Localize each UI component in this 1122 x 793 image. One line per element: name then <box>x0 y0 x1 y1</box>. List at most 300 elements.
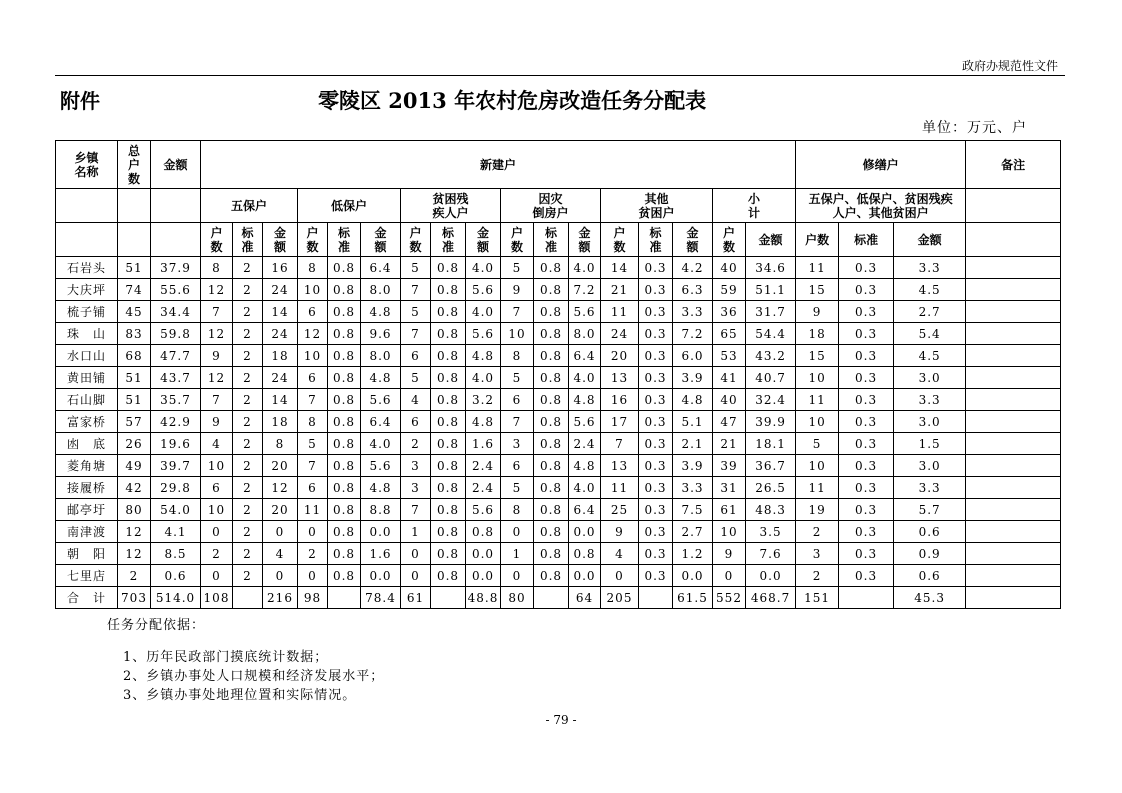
table-row <box>56 499 1061 521</box>
cell-wubao-households: 4 <box>201 433 233 455</box>
cell-disaster-households: 0 <box>501 565 534 587</box>
cell-total-households: 45 <box>118 301 151 323</box>
remarks-cell <box>966 411 1061 433</box>
cell-disabled-standard: 0.8 <box>431 257 466 279</box>
cell-disabled-standard: 0.8 <box>431 433 466 455</box>
remarks-cell <box>966 279 1061 301</box>
cell-wubao-standard: 2 <box>233 367 263 389</box>
cell-other-standard: 0.3 <box>639 323 673 345</box>
cell-repair-households: 10 <box>796 455 839 477</box>
remarks-cell <box>966 499 1061 521</box>
cell-other-standard: 0.3 <box>639 389 673 411</box>
cell-total-households: 74 <box>118 279 151 301</box>
cell-disabled-amount: 4.0 <box>466 257 501 279</box>
cell-other-standard: 0.3 <box>639 345 673 367</box>
cell-dibao-amount: 8.0 <box>361 345 401 367</box>
cell-subtotal-households: 61 <box>713 499 746 521</box>
cell-wubao-amount: 16 <box>263 257 298 279</box>
cell-dibao-households: 6 <box>298 477 328 499</box>
cell-total-households: 12 <box>118 521 151 543</box>
cell-subtotal-households: 47 <box>713 411 746 433</box>
township-name-cell: 大庆坪 <box>56 279 118 301</box>
cell-total-households: 83 <box>118 323 151 345</box>
cell-wubao-amount: 216 <box>263 587 298 609</box>
cell-wubao-households: 9 <box>201 345 233 367</box>
cell-dibao-households: 0 <box>298 565 328 587</box>
cell-disaster-households: 1 <box>501 543 534 565</box>
document-category-header: 政府办规范性文件 <box>962 59 1059 73</box>
empty-header-cell <box>151 223 201 257</box>
table-row <box>56 411 1061 433</box>
cell-other-amount: 2.7 <box>673 521 713 543</box>
cell-repair-standard: 0.3 <box>839 345 894 367</box>
remarks-cell <box>966 367 1061 389</box>
cell-disaster-standard: 0.8 <box>534 257 569 279</box>
cell-other-standard: 0.3 <box>639 411 673 433</box>
township-name-cell: 南津渡 <box>56 521 118 543</box>
cell-repair-amount: 4.5 <box>894 279 966 301</box>
cell-disaster-standard: 0.8 <box>534 301 569 323</box>
cell-repair-standard: 0.3 <box>839 477 894 499</box>
cell-repair-households: 2 <box>796 565 839 587</box>
cell-disaster-amount: 5.6 <box>569 301 601 323</box>
cell-dibao-amount: 4.8 <box>361 367 401 389</box>
cell-total-households: 26 <box>118 433 151 455</box>
cell-other-households: 13 <box>601 455 639 477</box>
cell-other-households: 17 <box>601 411 639 433</box>
cell-disabled-households: 7 <box>401 499 431 521</box>
cell-total-amount: 4.1 <box>151 521 201 543</box>
cell-subtotal-amount: 34.6 <box>746 257 796 279</box>
cell-other-standard: 0.3 <box>639 477 673 499</box>
cell-repair-households: 10 <box>796 367 839 389</box>
cell-wubao-households: 6 <box>201 477 233 499</box>
cell-disabled-standard: 0.8 <box>431 345 466 367</box>
col-header-remarks: 备注 <box>966 141 1061 189</box>
cell-disabled-households: 5 <box>401 301 431 323</box>
cell-disaster-standard: 0.8 <box>534 389 569 411</box>
cell-dibao-standard: 0.8 <box>328 389 361 411</box>
cell-disaster-amount: 4.8 <box>569 389 601 411</box>
table-row <box>56 323 1061 345</box>
cell-wubao-standard: 2 <box>233 499 263 521</box>
cell-dibao-households: 6 <box>298 301 328 323</box>
cell-other-households: 13 <box>601 367 639 389</box>
col-header-total-amount: 金额 <box>151 141 201 189</box>
cell-wubao-amount: 0 <box>263 565 298 587</box>
cell-subtotal-amount: 48.3 <box>746 499 796 521</box>
cell-subtotal-households: 40 <box>713 389 746 411</box>
cell-disaster-households: 8 <box>501 345 534 367</box>
cell-disabled-amount: 2.4 <box>466 477 501 499</box>
cell-repair-households: 151 <box>796 587 839 609</box>
table-row <box>56 389 1061 411</box>
cell-other-amount: 3.3 <box>673 477 713 499</box>
cell-disaster-standard: 0.8 <box>534 543 569 565</box>
cell-dibao-standard: 0.8 <box>328 477 361 499</box>
remarks-cell <box>966 257 1061 279</box>
cell-wubao-amount: 18 <box>263 411 298 433</box>
col-header-total-households: 总 户 数 <box>118 141 151 189</box>
cell-wubao-standard: 2 <box>233 411 263 433</box>
cell-repair-amount: 45.3 <box>894 587 966 609</box>
empty-header-cell <box>118 189 151 223</box>
cell-total-amount: 47.7 <box>151 345 201 367</box>
cell-disabled-standard: 0.8 <box>431 565 466 587</box>
cell-disaster-standard: 0.8 <box>534 477 569 499</box>
cell-dibao-amount: 8.0 <box>361 279 401 301</box>
cell-subtotal-amount: 0.0 <box>746 565 796 587</box>
cell-other-amount: 6.3 <box>673 279 713 301</box>
cell-repair-households: 9 <box>796 301 839 323</box>
cell-dibao-standard: 0.8 <box>328 301 361 323</box>
township-name-cell: 水口山 <box>56 345 118 367</box>
cell-disaster-households: 0 <box>501 521 534 543</box>
cell-total-households: 703 <box>118 587 151 609</box>
cell-other-households: 25 <box>601 499 639 521</box>
cell-total-amount: 8.5 <box>151 543 201 565</box>
cell-wubao-households: 12 <box>201 279 233 301</box>
cell-other-standard: 0.3 <box>639 455 673 477</box>
sub-header-amount: 金 额 <box>263 223 298 257</box>
cell-disaster-amount: 0.8 <box>569 543 601 565</box>
cell-disabled-amount: 0.0 <box>466 543 501 565</box>
cell-disabled-amount: 5.6 <box>466 279 501 301</box>
cell-subtotal-amount: 468.7 <box>746 587 796 609</box>
cell-wubao-amount: 24 <box>263 323 298 345</box>
cell-subtotal-households: 10 <box>713 521 746 543</box>
cell-total-amount: 29.8 <box>151 477 201 499</box>
cell-other-standard: 0.3 <box>639 279 673 301</box>
cell-repair-amount: 5.4 <box>894 323 966 345</box>
cell-disaster-standard: 0.8 <box>534 367 569 389</box>
group-header-subtotal: 小 计 <box>713 189 796 223</box>
cell-disabled-households: 2 <box>401 433 431 455</box>
cell-subtotal-amount: 43.2 <box>746 345 796 367</box>
cell-dibao-amount: 5.6 <box>361 389 401 411</box>
cell-other-standard <box>639 587 673 609</box>
cell-disabled-standard: 0.8 <box>431 477 466 499</box>
cell-repair-amount: 5.7 <box>894 499 966 521</box>
cell-repair-standard: 0.3 <box>839 323 894 345</box>
cell-dibao-standard <box>328 587 361 609</box>
cell-other-households: 21 <box>601 279 639 301</box>
cell-wubao-amount: 14 <box>263 301 298 323</box>
cell-other-standard: 0.3 <box>639 565 673 587</box>
cell-repair-amount: 0.6 <box>894 565 966 587</box>
cell-total-households: 51 <box>118 257 151 279</box>
township-name-cell: 石山脚 <box>56 389 118 411</box>
cell-repair-amount: 0.6 <box>894 521 966 543</box>
cell-wubao-standard: 2 <box>233 323 263 345</box>
cell-wubao-amount: 18 <box>263 345 298 367</box>
allocation-table <box>55 140 1061 609</box>
cell-disaster-amount: 2.4 <box>569 433 601 455</box>
sub-header-amount: 金 额 <box>466 223 501 257</box>
cell-repair-standard: 0.3 <box>839 521 894 543</box>
cell-repair-households: 18 <box>796 323 839 345</box>
empty-header-cell <box>56 189 118 223</box>
cell-subtotal-households: 0 <box>713 565 746 587</box>
cell-disaster-households: 6 <box>501 455 534 477</box>
group-header-wubao: 五保户 <box>201 189 298 223</box>
cell-total-amount: 42.9 <box>151 411 201 433</box>
cell-repair-standard: 0.3 <box>839 279 894 301</box>
cell-wubao-standard: 2 <box>233 455 263 477</box>
header-row-1 <box>56 141 1061 189</box>
cell-other-households: 16 <box>601 389 639 411</box>
cell-repair-households: 2 <box>796 521 839 543</box>
cell-disaster-amount: 0.0 <box>569 521 601 543</box>
cell-wubao-households: 7 <box>201 389 233 411</box>
cell-repair-households: 19 <box>796 499 839 521</box>
cell-wubao-households: 7 <box>201 301 233 323</box>
cell-disabled-standard: 0.8 <box>431 543 466 565</box>
cell-disabled-households: 3 <box>401 477 431 499</box>
page-number: - 79 - <box>545 713 577 727</box>
cell-total-amount: 55.6 <box>151 279 201 301</box>
cell-disabled-amount: 48.8 <box>466 587 501 609</box>
cell-disaster-standard: 0.8 <box>534 521 569 543</box>
township-name-cell: 黄田铺 <box>56 367 118 389</box>
remarks-cell <box>966 565 1061 587</box>
cell-dibao-standard: 0.8 <box>328 455 361 477</box>
cell-other-amount: 2.1 <box>673 433 713 455</box>
table-row <box>56 301 1061 323</box>
cell-repair-amount: 3.3 <box>894 389 966 411</box>
cell-disaster-households: 5 <box>501 257 534 279</box>
cell-dibao-standard: 0.8 <box>328 411 361 433</box>
cell-disabled-standard: 0.8 <box>431 389 466 411</box>
cell-disaster-households: 6 <box>501 389 534 411</box>
sub-header-households: 户 数 <box>713 223 746 257</box>
cell-disaster-amount: 4.0 <box>569 477 601 499</box>
cell-wubao-amount: 24 <box>263 367 298 389</box>
remarks-cell <box>966 543 1061 565</box>
cell-subtotal-households: 36 <box>713 301 746 323</box>
cell-disabled-amount: 4.8 <box>466 411 501 433</box>
township-name-cell: 凼 底 <box>56 433 118 455</box>
cell-dibao-households: 10 <box>298 279 328 301</box>
cell-wubao-amount: 8 <box>263 433 298 455</box>
cell-total-amount: 19.6 <box>151 433 201 455</box>
cell-disabled-standard: 0.8 <box>431 301 466 323</box>
cell-wubao-standard: 2 <box>233 565 263 587</box>
cell-wubao-amount: 4 <box>263 543 298 565</box>
cell-dibao-households: 98 <box>298 587 328 609</box>
total-row <box>56 587 1061 609</box>
cell-disaster-amount: 6.4 <box>569 345 601 367</box>
cell-wubao-households: 2 <box>201 543 233 565</box>
empty-header-cell <box>56 223 118 257</box>
cell-dibao-households: 2 <box>298 543 328 565</box>
cell-repair-amount: 2.7 <box>894 301 966 323</box>
cell-subtotal-households: 9 <box>713 543 746 565</box>
sub-header-amount: 金额 <box>894 223 966 257</box>
table-row <box>56 367 1061 389</box>
cell-repair-standard: 0.3 <box>839 433 894 455</box>
cell-repair-standard: 0.3 <box>839 257 894 279</box>
sub-header-households: 户数 <box>796 223 839 257</box>
cell-other-households: 205 <box>601 587 639 609</box>
cell-wubao-standard: 2 <box>233 389 263 411</box>
empty-header-cell <box>151 189 201 223</box>
cell-dibao-standard: 0.8 <box>328 279 361 301</box>
cell-disaster-amount: 5.6 <box>569 411 601 433</box>
cell-other-amount: 1.2 <box>673 543 713 565</box>
cell-disabled-households: 3 <box>401 455 431 477</box>
cell-total-amount: 43.7 <box>151 367 201 389</box>
note-item: 3、乡镇办事处地理位置和实际情况。 <box>123 688 357 703</box>
cell-dibao-amount: 1.6 <box>361 543 401 565</box>
cell-subtotal-amount: 3.5 <box>746 521 796 543</box>
sub-header-households: 户 数 <box>601 223 639 257</box>
cell-repair-amount: 1.5 <box>894 433 966 455</box>
cell-disabled-standard: 0.8 <box>431 499 466 521</box>
township-name-cell: 石岩头 <box>56 257 118 279</box>
group-header-repair: 五保户、低保户、贫困残疾 人户、其他贫困户 <box>796 189 966 223</box>
cell-repair-households: 15 <box>796 345 839 367</box>
cell-disaster-amount: 4.8 <box>569 455 601 477</box>
cell-other-amount: 6.0 <box>673 345 713 367</box>
sub-header-standard: 标 准 <box>639 223 673 257</box>
cell-repair-amount: 3.3 <box>894 477 966 499</box>
township-name-cell: 梳子铺 <box>56 301 118 323</box>
sub-header-standard: 标 准 <box>534 223 569 257</box>
cell-total-households: 2 <box>118 565 151 587</box>
cell-dibao-amount: 4.8 <box>361 477 401 499</box>
remarks-cell <box>966 345 1061 367</box>
cell-wubao-standard: 2 <box>233 345 263 367</box>
cell-repair-amount: 3.0 <box>894 367 966 389</box>
cell-disaster-standard: 0.8 <box>534 411 569 433</box>
cell-total-amount: 35.7 <box>151 389 201 411</box>
cell-disabled-standard: 0.8 <box>431 323 466 345</box>
cell-disaster-households: 8 <box>501 499 534 521</box>
cell-wubao-standard: 2 <box>233 433 263 455</box>
table-body <box>56 257 1061 609</box>
header-rule <box>55 75 1065 76</box>
cell-disaster-standard: 0.8 <box>534 433 569 455</box>
cell-total-amount: 0.6 <box>151 565 201 587</box>
notes-heading: 任务分配依据： <box>107 618 206 633</box>
table-row <box>56 565 1061 587</box>
cell-disabled-households: 1 <box>401 521 431 543</box>
cell-total-households: 68 <box>118 345 151 367</box>
cell-repair-standard: 0.3 <box>839 543 894 565</box>
cell-disaster-amount: 4.0 <box>569 367 601 389</box>
sub-header-households: 户 数 <box>298 223 328 257</box>
cell-disabled-amount: 2.4 <box>466 455 501 477</box>
cell-subtotal-amount: 51.1 <box>746 279 796 301</box>
table-row <box>56 543 1061 565</box>
cell-repair-amount: 0.9 <box>894 543 966 565</box>
cell-disaster-households: 3 <box>501 433 534 455</box>
township-name-cell: 接履桥 <box>56 477 118 499</box>
table-row <box>56 521 1061 543</box>
cell-other-standard: 0.3 <box>639 301 673 323</box>
empty-header-cell <box>966 223 1061 257</box>
cell-subtotal-amount: 26.5 <box>746 477 796 499</box>
cell-other-households: 7 <box>601 433 639 455</box>
cell-total-amount: 37.9 <box>151 257 201 279</box>
cell-other-amount: 7.2 <box>673 323 713 345</box>
cell-total-households: 57 <box>118 411 151 433</box>
cell-dibao-amount: 0.0 <box>361 565 401 587</box>
sub-header-amount: 金额 <box>746 223 796 257</box>
cell-subtotal-amount: 54.4 <box>746 323 796 345</box>
cell-wubao-standard: 2 <box>233 301 263 323</box>
cell-disabled-households: 61 <box>401 587 431 609</box>
cell-disabled-households: 4 <box>401 389 431 411</box>
cell-wubao-households: 0 <box>201 565 233 587</box>
cell-dibao-amount: 4.8 <box>361 301 401 323</box>
cell-wubao-households: 12 <box>201 323 233 345</box>
cell-disaster-households: 7 <box>501 301 534 323</box>
cell-other-amount: 61.5 <box>673 587 713 609</box>
cell-dibao-standard: 0.8 <box>328 543 361 565</box>
cell-disabled-standard: 0.8 <box>431 411 466 433</box>
cell-disabled-amount: 3.2 <box>466 389 501 411</box>
cell-wubao-households: 10 <box>201 499 233 521</box>
cell-subtotal-households: 65 <box>713 323 746 345</box>
cell-wubao-households: 12 <box>201 367 233 389</box>
cell-wubao-standard: 2 <box>233 279 263 301</box>
cell-dibao-amount: 4.0 <box>361 433 401 455</box>
cell-disabled-standard: 0.8 <box>431 455 466 477</box>
cell-repair-households: 10 <box>796 411 839 433</box>
sub-header-households: 户 数 <box>401 223 431 257</box>
group-header-disaster: 因灾 倒房户 <box>501 189 601 223</box>
cell-dibao-amount: 78.4 <box>361 587 401 609</box>
cell-disaster-standard: 0.8 <box>534 323 569 345</box>
cell-disabled-households: 5 <box>401 257 431 279</box>
cell-dibao-households: 6 <box>298 367 328 389</box>
cell-disabled-households: 6 <box>401 345 431 367</box>
cell-total-amount: 514.0 <box>151 587 201 609</box>
cell-other-amount: 4.2 <box>673 257 713 279</box>
notes-list <box>107 648 384 705</box>
cell-other-amount: 3.9 <box>673 367 713 389</box>
cell-wubao-standard: 2 <box>233 543 263 565</box>
cell-disabled-amount: 5.6 <box>466 499 501 521</box>
cell-dibao-amount: 5.6 <box>361 455 401 477</box>
cell-wubao-amount: 24 <box>263 279 298 301</box>
remarks-cell <box>966 455 1061 477</box>
cell-other-households: 24 <box>601 323 639 345</box>
page-title: 零陵区 2013 年农村危房改造任务分配表 <box>318 88 707 113</box>
township-name-cell: 富家桥 <box>56 411 118 433</box>
cell-repair-standard: 0.3 <box>839 499 894 521</box>
unit-label: 单位：万元、户 <box>922 120 1027 136</box>
cell-total-households: 42 <box>118 477 151 499</box>
sub-header-households: 户 数 <box>201 223 233 257</box>
cell-subtotal-households: 59 <box>713 279 746 301</box>
cell-subtotal-amount: 32.4 <box>746 389 796 411</box>
cell-total-households: 12 <box>118 543 151 565</box>
cell-other-standard: 0.3 <box>639 367 673 389</box>
cell-wubao-standard <box>233 587 263 609</box>
cell-disaster-standard: 0.8 <box>534 279 569 301</box>
group-header-dibao: 低保户 <box>298 189 401 223</box>
cell-disabled-amount: 5.6 <box>466 323 501 345</box>
cell-wubao-households: 10 <box>201 455 233 477</box>
table-row <box>56 345 1061 367</box>
township-name-cell: 朝 阳 <box>56 543 118 565</box>
cell-dibao-amount: 0.0 <box>361 521 401 543</box>
empty-header-cell <box>118 223 151 257</box>
remarks-cell <box>966 433 1061 455</box>
